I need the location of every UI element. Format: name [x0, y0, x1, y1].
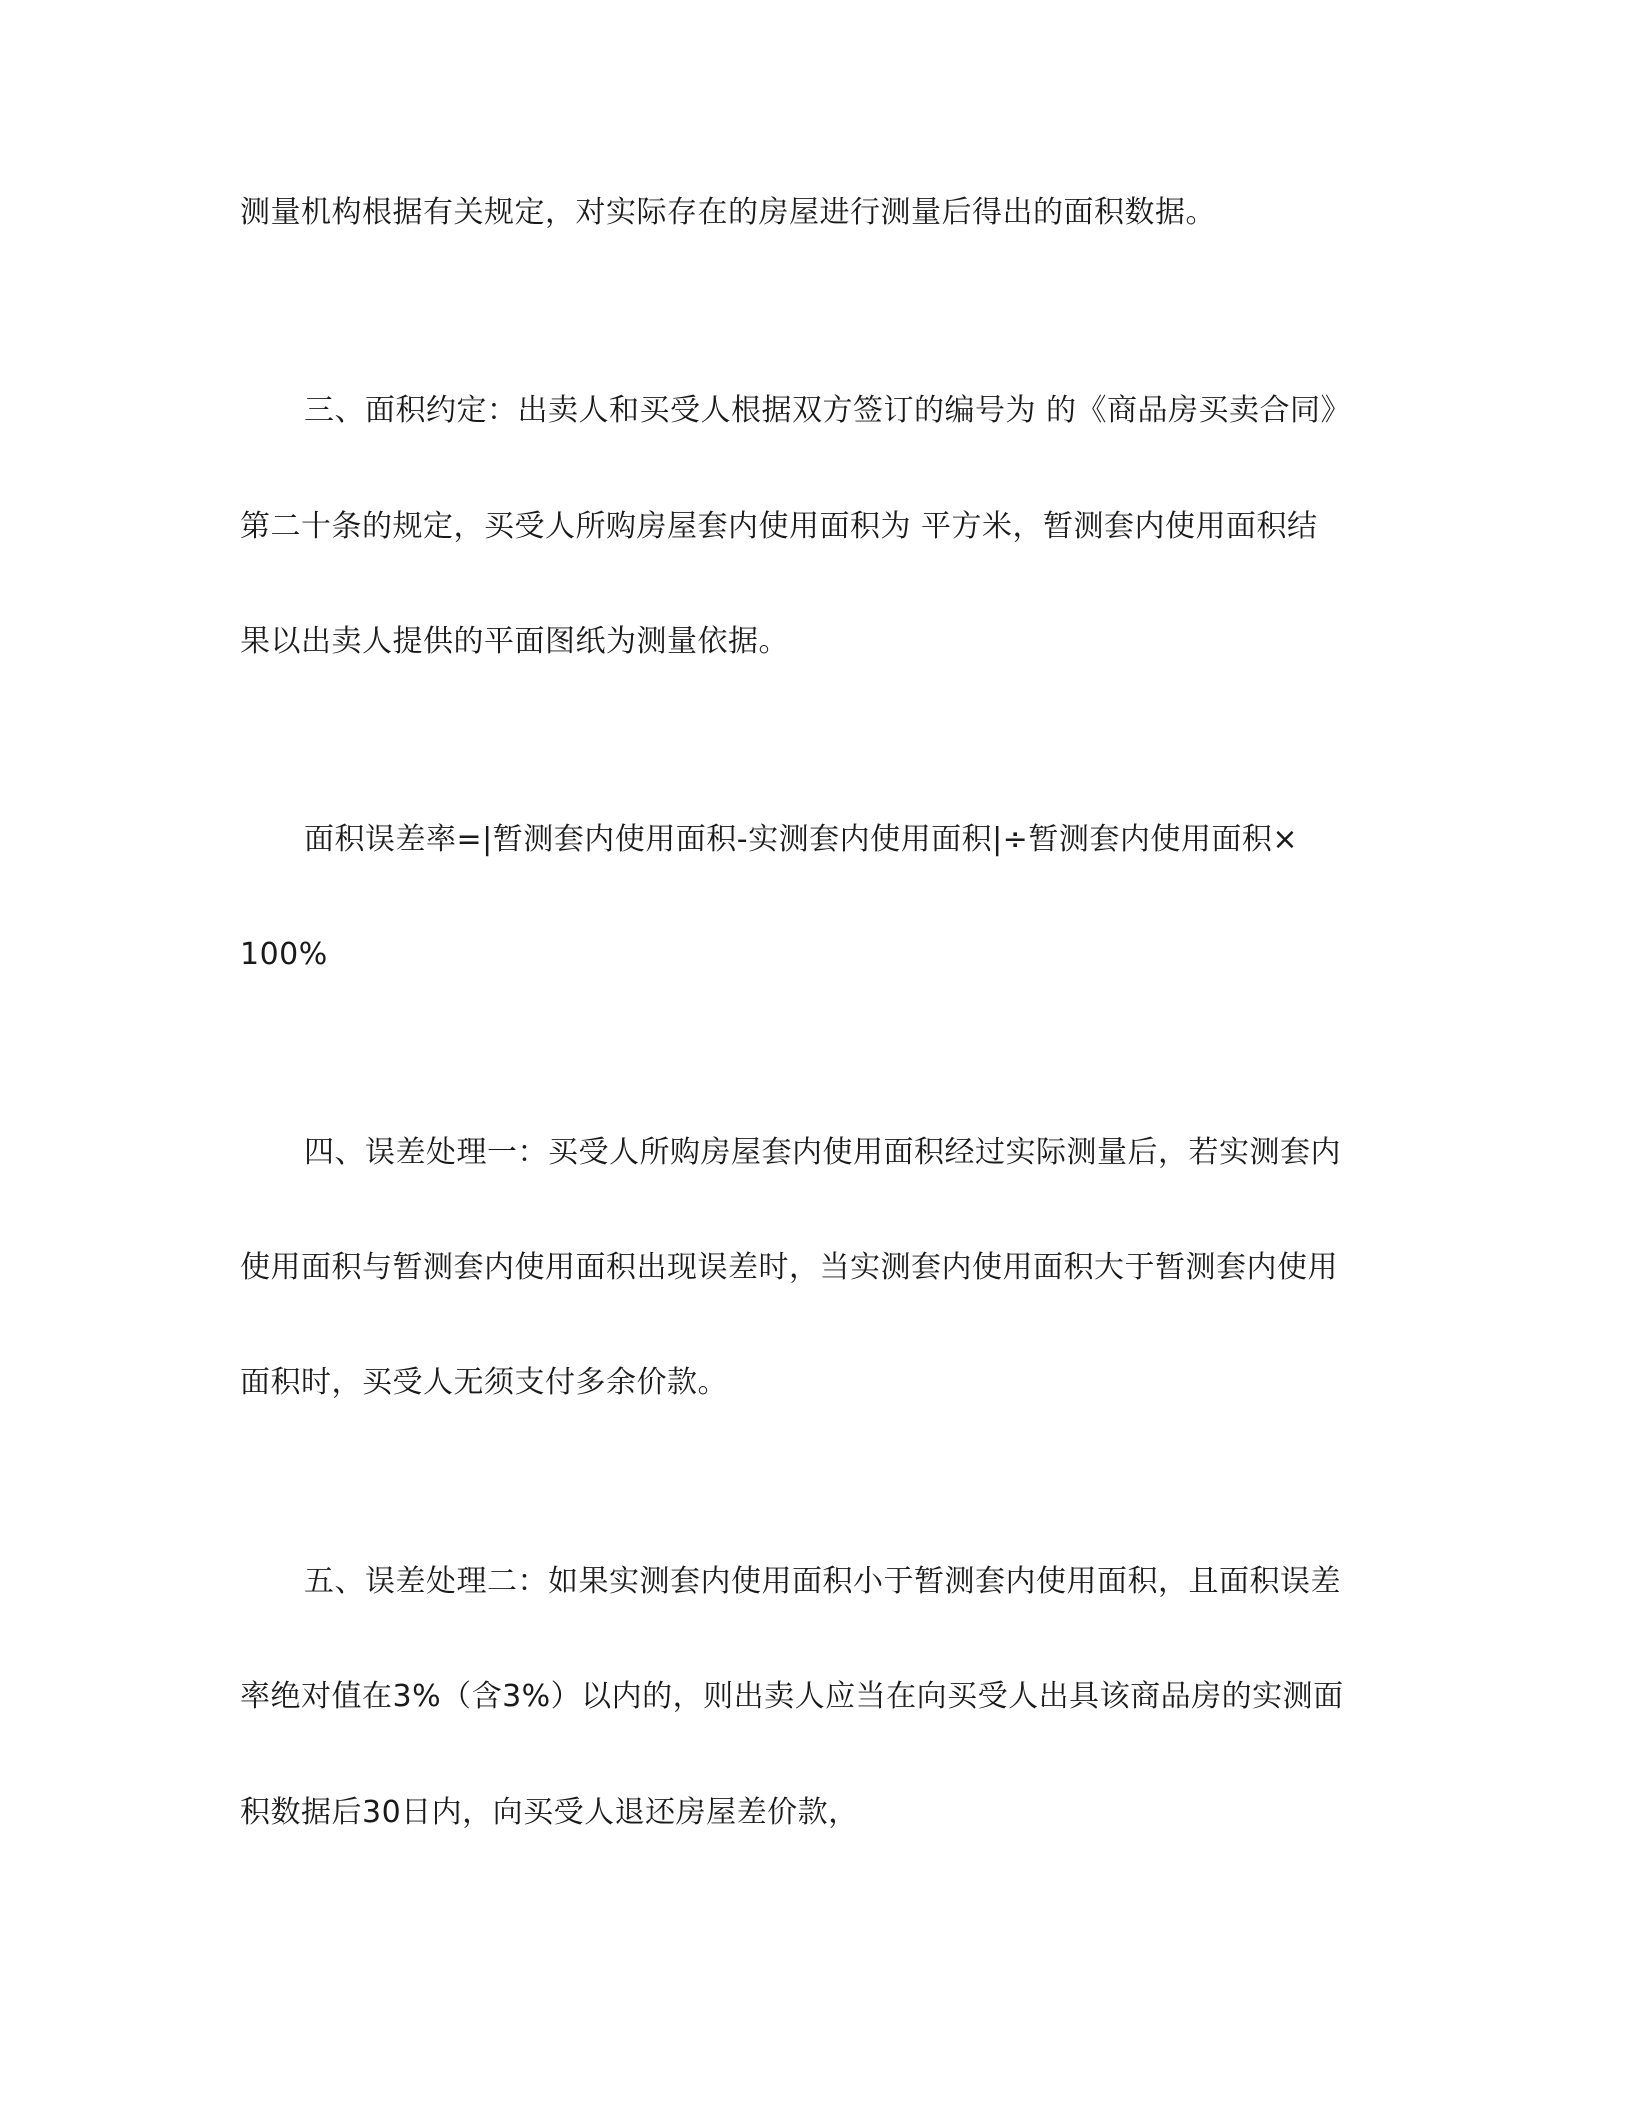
- formula-line-2: 100%: [240, 937, 328, 972]
- paragraph-3-line-2: 第二十条的规定，买受人所购房屋套内使用面积为 平方米，暂测套内使用面积结: [240, 509, 1318, 544]
- paragraph-1-line-1: 测量机构根据有关规定，对实际存在的房屋进行测量后得出的面积数据。: [240, 195, 1216, 230]
- paragraph-3-line-1: 三、面积约定：出卖人和买受人根据双方签订的编号为 的《商品房买卖合同》: [304, 393, 1352, 428]
- paragraph-5-line-1: 五、误差处理二：如果实测套内使用面积小于暂测套内使用面积，且面积误差: [304, 1564, 1341, 1599]
- paragraph-4-line-2: 使用面积与暂测套内使用面积出现误差时，当实测套内使用面积大于暂测套内使用: [240, 1250, 1338, 1285]
- paragraph-4-line-1: 四、误差处理一：买受人所购房屋套内使用面积经过实际测量后，若实测套内: [304, 1135, 1341, 1170]
- paragraph-5-line-2: 率绝对值在3%（含3%）以内的，则出卖人应当在向买受人出具该商品房的实测面: [240, 1679, 1344, 1714]
- paragraph-5-line-3: 积数据后30日内，向买受人退还房屋差价款，: [240, 1795, 859, 1830]
- formula-line-1: 面积误差率=|暂测套内使用面积-实测套内使用面积|÷暂测套内使用面积×: [304, 822, 1298, 857]
- paragraph-3-line-3: 果以出卖人提供的平面图纸为测量依据。: [240, 624, 789, 659]
- paragraph-4-line-3: 面积时，买受人无须支付多余价款。: [240, 1365, 728, 1400]
